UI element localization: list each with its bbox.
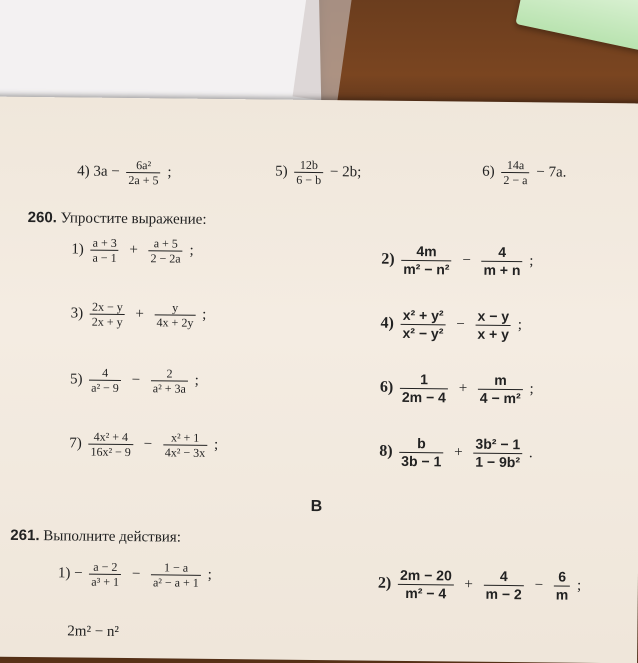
numerator: 3b² − 1: [475, 435, 521, 453]
denominator: 1 − 9b²: [473, 453, 522, 472]
numerator: 4x² + 4: [93, 429, 129, 445]
fraction: [399, 435, 443, 470]
fraction: [155, 300, 196, 329]
numerator: 6: [558, 568, 567, 585]
numerator: 1 − a: [163, 560, 189, 575]
punct: ;: [213, 436, 219, 453]
item-number: 5): [275, 163, 288, 180]
numerator: a + 5: [153, 236, 178, 251]
item-5: [70, 365, 199, 395]
punct: .: [528, 445, 533, 462]
denominator: 4x + 2y: [155, 314, 196, 329]
fraction: [163, 430, 208, 459]
denominator: a² + 3a: [151, 380, 188, 395]
numerator: 4: [499, 567, 508, 585]
denominator: m² − 4: [398, 584, 454, 603]
operator: +: [458, 380, 468, 397]
fraction: [89, 366, 121, 395]
item-number: 4): [77, 163, 90, 180]
denominator: 2 − a: [501, 172, 529, 187]
item-number: 2): [377, 574, 392, 592]
item-7: [69, 429, 218, 460]
expr-text: ;: [167, 164, 172, 181]
denominator: 4 − m²: [478, 389, 523, 407]
denominator: a² − a + 1: [151, 574, 201, 590]
exercise-title: Упростите выражение:: [60, 210, 207, 228]
denominator: a − 1: [90, 250, 118, 265]
item-number: 8): [379, 442, 393, 460]
item-number: 1): [57, 565, 71, 582]
item-number: 3): [70, 305, 84, 322]
item-number: 2): [381, 250, 395, 268]
denominator: a³ + 1: [89, 574, 121, 589]
fraction: [151, 366, 188, 395]
fraction: [151, 560, 201, 590]
exercise-title: Выполните действия:: [43, 528, 182, 546]
fraction: [478, 372, 523, 407]
numerator: x² + y²: [402, 306, 444, 324]
operator: −: [143, 436, 153, 453]
denominator: 2x + y: [90, 314, 125, 329]
fraction: [401, 243, 452, 279]
operator: +: [135, 306, 145, 323]
exercise-number: 260.: [27, 208, 57, 227]
numerator: 6a²: [136, 158, 152, 173]
punct: ;: [576, 577, 582, 594]
item-number: 4): [380, 314, 395, 332]
numerator: 4: [102, 365, 109, 380]
item-number: 1): [71, 241, 84, 258]
item-3: [71, 299, 207, 329]
numerator: 12b: [299, 157, 318, 173]
denominator: 2m − 4: [400, 388, 448, 407]
item-number: 7): [69, 435, 82, 452]
operator: −: [534, 577, 544, 594]
sign: −: [74, 565, 83, 582]
numerator: 14a: [506, 157, 525, 173]
denominator: m + n: [481, 261, 522, 279]
item-number: 6): [379, 378, 394, 396]
expr-text: 3a −: [93, 163, 120, 180]
numerator: b: [417, 435, 426, 452]
top-exercise-6: [482, 158, 567, 188]
punct: ;: [202, 306, 207, 323]
punct: ;: [207, 566, 212, 583]
exercise-261-heading: [10, 527, 181, 547]
denominator: 3b − 1: [399, 452, 443, 470]
numerator: 2x − y: [91, 299, 123, 314]
numerator: x − y: [477, 307, 510, 325]
fraction: [554, 569, 571, 604]
item-number: 6): [482, 163, 495, 180]
denominator: 2 − 2a: [149, 250, 183, 265]
numerator: m: [494, 371, 507, 389]
fraction: [481, 244, 522, 279]
punct: ;: [517, 317, 523, 334]
denominator: 16x² − 9: [88, 444, 133, 459]
top-exercise-5: [275, 158, 361, 188]
operator: +: [454, 444, 463, 461]
denominator: 4x² − 3x: [163, 444, 208, 459]
punct: ;: [529, 381, 534, 398]
numerator: a − 2: [93, 559, 118, 574]
denominator: m − 2: [483, 585, 523, 603]
fraction: [501, 158, 529, 187]
fraction: [483, 568, 524, 603]
fraction: [90, 300, 125, 329]
fraction: [149, 236, 183, 265]
item-4: [380, 307, 522, 343]
numerator: y: [172, 300, 179, 315]
item-1: [71, 235, 194, 265]
fraction: [398, 567, 454, 603]
textbook-page: [0, 97, 638, 663]
denominator: 2a + 5: [126, 172, 160, 187]
numerator: 4m: [416, 243, 437, 260]
operator: −: [462, 252, 471, 269]
punct: ;: [194, 372, 199, 389]
fraction: [90, 236, 118, 265]
operator: +: [464, 576, 474, 593]
denominator: a² − 9: [89, 380, 121, 395]
ex261-item-2: [378, 567, 582, 604]
denominator: 6 − b: [294, 172, 323, 187]
numerator: 4: [498, 243, 507, 260]
exercise-number: 261.: [10, 526, 40, 545]
operator: −: [131, 372, 141, 389]
fraction: [88, 430, 133, 459]
numerator: 1: [420, 371, 429, 388]
denominator: x + y: [475, 325, 511, 343]
expr-text: − 7a.: [536, 164, 567, 181]
section-heading: B: [310, 497, 323, 516]
fraction: [400, 371, 448, 407]
punct: ;: [529, 253, 534, 270]
numerator: 2: [166, 366, 173, 381]
partial-expression: 2m² − n²: [67, 623, 120, 640]
operator: −: [131, 566, 141, 583]
item-8: [379, 435, 533, 472]
ex261-item-1: [58, 559, 212, 590]
numerator: x² + 1: [170, 430, 200, 445]
denominator: m: [554, 586, 571, 604]
operator: −: [456, 316, 465, 333]
fraction: [294, 158, 323, 187]
item-6: [380, 371, 534, 408]
expr-text: − 2b;: [329, 164, 362, 181]
item-number: 5): [69, 371, 83, 388]
operator: +: [129, 241, 138, 259]
fraction: [89, 560, 121, 589]
item-2: [381, 243, 534, 280]
partial-line: [67, 623, 119, 641]
punct: ;: [189, 242, 194, 259]
denominator: m² − n²: [401, 260, 451, 279]
denominator: x² − y²: [400, 324, 445, 342]
fraction: [400, 307, 445, 342]
fraction: [473, 436, 522, 472]
numerator: a + 3: [92, 235, 117, 250]
exercise-260-heading: [28, 209, 207, 229]
top-exercise-4: [77, 157, 172, 187]
fraction: [126, 158, 160, 187]
numerator: 2m − 20: [399, 566, 452, 584]
fraction: [475, 308, 511, 343]
